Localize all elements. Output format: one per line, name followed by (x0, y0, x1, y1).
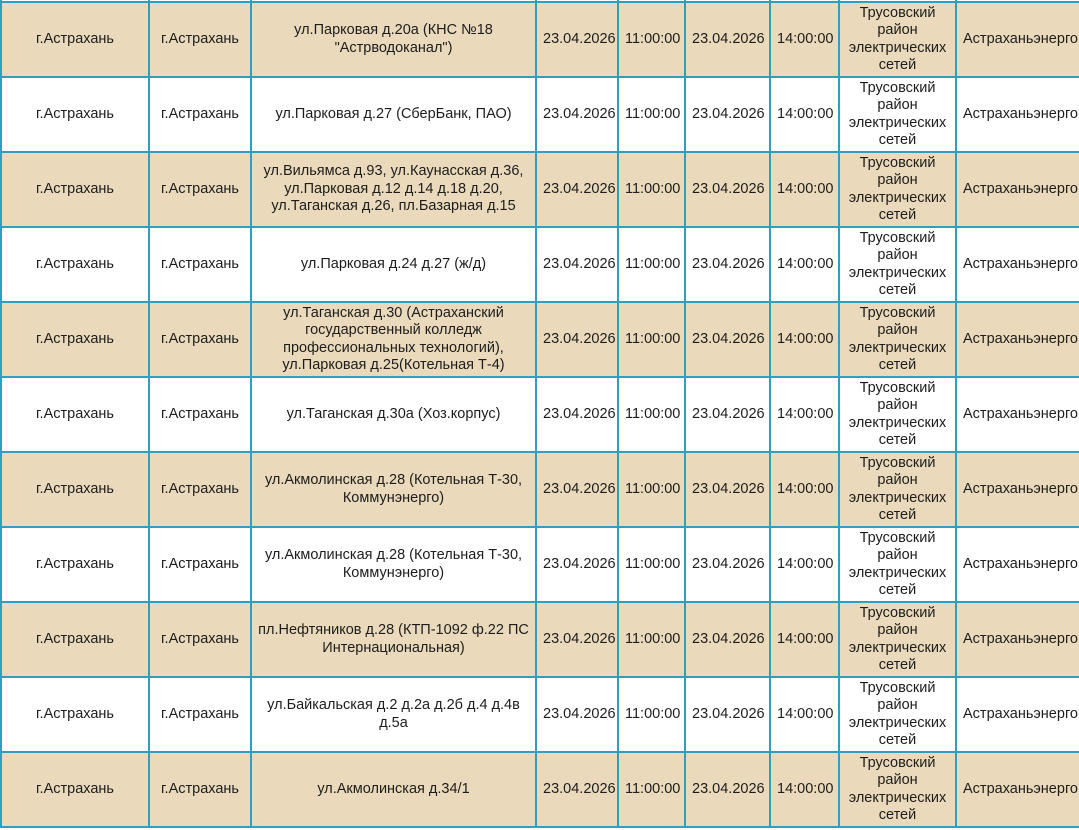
cell-start-time: 11:00:00 (618, 752, 685, 827)
cell-start-time: 11:00:00 (618, 452, 685, 527)
cell-company: Астраханьэнерго (956, 302, 1079, 377)
cell-start-time: 11:00:00 (618, 77, 685, 152)
table-row (1, 452, 1079, 527)
cell-company: Астраханьэнерго (956, 377, 1079, 452)
table-row (1, 77, 1079, 152)
cell-end-date: 23.04.2026 (685, 77, 770, 152)
cell-district: Трусовский район электрических сетей (839, 452, 956, 527)
cell-company: Астраханьэнерго (956, 602, 1079, 677)
cell-address: ул.Байкальская д.2 д.2а д.2б д.4 д.4в д.5а (251, 677, 536, 752)
table-row (1, 602, 1079, 677)
cell-company: Астраханьэнерго (956, 527, 1079, 602)
cell-address: ул.Акмолинская д.28 (Котельная Т-30, Коммунэнерго) (251, 527, 536, 602)
cell-end-time: 14:00:00 (770, 77, 839, 152)
cell-address: ул.Парковая д.20а (КНС №18 "Астрводоканал") (251, 2, 536, 77)
cell-start-time: 11:00:00 (618, 227, 685, 302)
cell-end-time: 14:00:00 (770, 302, 839, 377)
cell-end-time: 14:00:00 (770, 677, 839, 752)
table-row (1, 152, 1079, 227)
cell-district: Трусовский район электрических сетей (839, 377, 956, 452)
cell-end-date: 23.04.2026 (685, 302, 770, 377)
cell-start-time: 11:00:00 (618, 2, 685, 77)
cell-start-date: 23.04.2026 (536, 227, 618, 302)
cell-company: Астраханьэнерго (956, 752, 1079, 827)
cell-city: г.Астрахань (1, 302, 149, 377)
cell-settlement: г.Астрахань (149, 227, 251, 302)
cell-end-time: 14:00:00 (770, 452, 839, 527)
table-row (1, 2, 1079, 77)
cell-start-date: 23.04.2026 (536, 602, 618, 677)
cell-district: Трусовский район электрических сетей (839, 602, 956, 677)
cell-start-date: 23.04.2026 (536, 2, 618, 77)
cell-start-time: 11:00:00 (618, 302, 685, 377)
cell-end-date: 23.04.2026 (685, 152, 770, 227)
cell-end-time: 14:00:00 (770, 227, 839, 302)
cell-end-date: 23.04.2026 (685, 377, 770, 452)
cell-settlement: г.Астрахань (149, 302, 251, 377)
table-row (1, 302, 1079, 377)
cell-city: г.Астрахань (1, 677, 149, 752)
cell-city: г.Астрахань (1, 77, 149, 152)
cell-end-date: 23.04.2026 (685, 602, 770, 677)
cell-end-time: 14:00:00 (770, 527, 839, 602)
cell-company: Астраханьэнерго (956, 452, 1079, 527)
cell-start-date: 23.04.2026 (536, 152, 618, 227)
cell-city: г.Астрахань (1, 152, 149, 227)
cell-district: Трусовский район электрических сетей (839, 152, 956, 227)
cell-start-date: 23.04.2026 (536, 677, 618, 752)
cell-settlement: г.Астрахань (149, 77, 251, 152)
cell-end-time: 14:00:00 (770, 752, 839, 827)
cell-city: г.Астрахань (1, 602, 149, 677)
cell-company: Астраханьэнерго (956, 677, 1079, 752)
cell-end-time: 14:00:00 (770, 602, 839, 677)
cell-start-date: 23.04.2026 (536, 302, 618, 377)
cell-end-time: 14:00:00 (770, 377, 839, 452)
cell-address: ул.Таганская д.30 (Астраханский государственный колледж профессиональных технологий), ул.Парковая д.25(Котельная Т-4) (251, 302, 536, 377)
cell-start-date: 23.04.2026 (536, 77, 618, 152)
table-row (1, 377, 1079, 452)
cell-city: г.Астрахань (1, 227, 149, 302)
cell-district: Трусовский район электрических сетей (839, 302, 956, 377)
cell-start-time: 11:00:00 (618, 152, 685, 227)
cell-end-time: 14:00:00 (770, 2, 839, 77)
table-row (1, 227, 1079, 302)
cell-settlement: г.Астрахань (149, 602, 251, 677)
cell-address: ул.Акмолинская д.34/1 (251, 752, 536, 827)
cell-district: Трусовский район электрических сетей (839, 677, 956, 752)
cell-district: Трусовский район электрических сетей (839, 527, 956, 602)
cell-settlement: г.Астрахань (149, 677, 251, 752)
cell-end-date: 23.04.2026 (685, 677, 770, 752)
table-row (1, 527, 1079, 602)
cell-address: ул.Таганская д.30а (Хоз.корпус) (251, 377, 536, 452)
cell-end-date: 23.04.2026 (685, 752, 770, 827)
cell-settlement: г.Астрахань (149, 527, 251, 602)
cell-settlement: г.Астрахань (149, 377, 251, 452)
cell-start-date: 23.04.2026 (536, 527, 618, 602)
cell-district: Трусовский район электрических сетей (839, 227, 956, 302)
cell-start-time: 11:00:00 (618, 677, 685, 752)
cell-settlement: г.Астрахань (149, 452, 251, 527)
table-row (1, 752, 1079, 827)
cell-address: ул.Акмолинская д.28 (Котельная Т-30, Коммунэнерго) (251, 452, 536, 527)
cell-company: Астраханьэнерго (956, 2, 1079, 77)
cell-company: Астраханьэнерго (956, 152, 1079, 227)
cell-district: Трусовский район электрических сетей (839, 77, 956, 152)
cell-start-time: 11:00:00 (618, 602, 685, 677)
cell-address: ул.Вильямса д.93, ул.Каунасская д.36, ул.Парковая д.12 д.14 д.18 д.20, ул.Таганская д.26, пл.Базарная д.15 (251, 152, 536, 227)
cell-end-date: 23.04.2026 (685, 452, 770, 527)
cell-start-date: 23.04.2026 (536, 377, 618, 452)
cell-end-date: 23.04.2026 (685, 527, 770, 602)
cell-address: ул.Парковая д.27 (СберБанк, ПАО) (251, 77, 536, 152)
cell-end-date: 23.04.2026 (685, 227, 770, 302)
cell-district: Трусовский район электрических сетей (839, 2, 956, 77)
outage-table-body (1, 2, 1079, 827)
cell-settlement: г.Астрахань (149, 152, 251, 227)
cell-city: г.Астрахань (1, 452, 149, 527)
cell-city: г.Астрахань (1, 527, 149, 602)
cell-district: Трусовский район электрических сетей (839, 752, 956, 827)
table-row (1, 677, 1079, 752)
cell-company: Астраханьэнерго (956, 227, 1079, 302)
cell-start-time: 11:00:00 (618, 377, 685, 452)
cell-start-time: 11:00:00 (618, 527, 685, 602)
cell-settlement: г.Астрахань (149, 752, 251, 827)
cell-settlement: г.Астрахань (149, 2, 251, 77)
cell-city: г.Астрахань (1, 752, 149, 827)
cell-start-date: 23.04.2026 (536, 452, 618, 527)
cell-address: ул.Парковая д.24 д.27 (ж/д) (251, 227, 536, 302)
cell-company: Астраханьэнерго (956, 77, 1079, 152)
cell-address: пл.Нефтяников д.28 (КТП-1092 ф.22 ПС Интернациональная) (251, 602, 536, 677)
cell-end-date: 23.04.2026 (685, 2, 770, 77)
cell-start-date: 23.04.2026 (536, 752, 618, 827)
cell-city: г.Астрахань (1, 2, 149, 77)
cell-city: г.Астрахань (1, 377, 149, 452)
cell-end-time: 14:00:00 (770, 152, 839, 227)
